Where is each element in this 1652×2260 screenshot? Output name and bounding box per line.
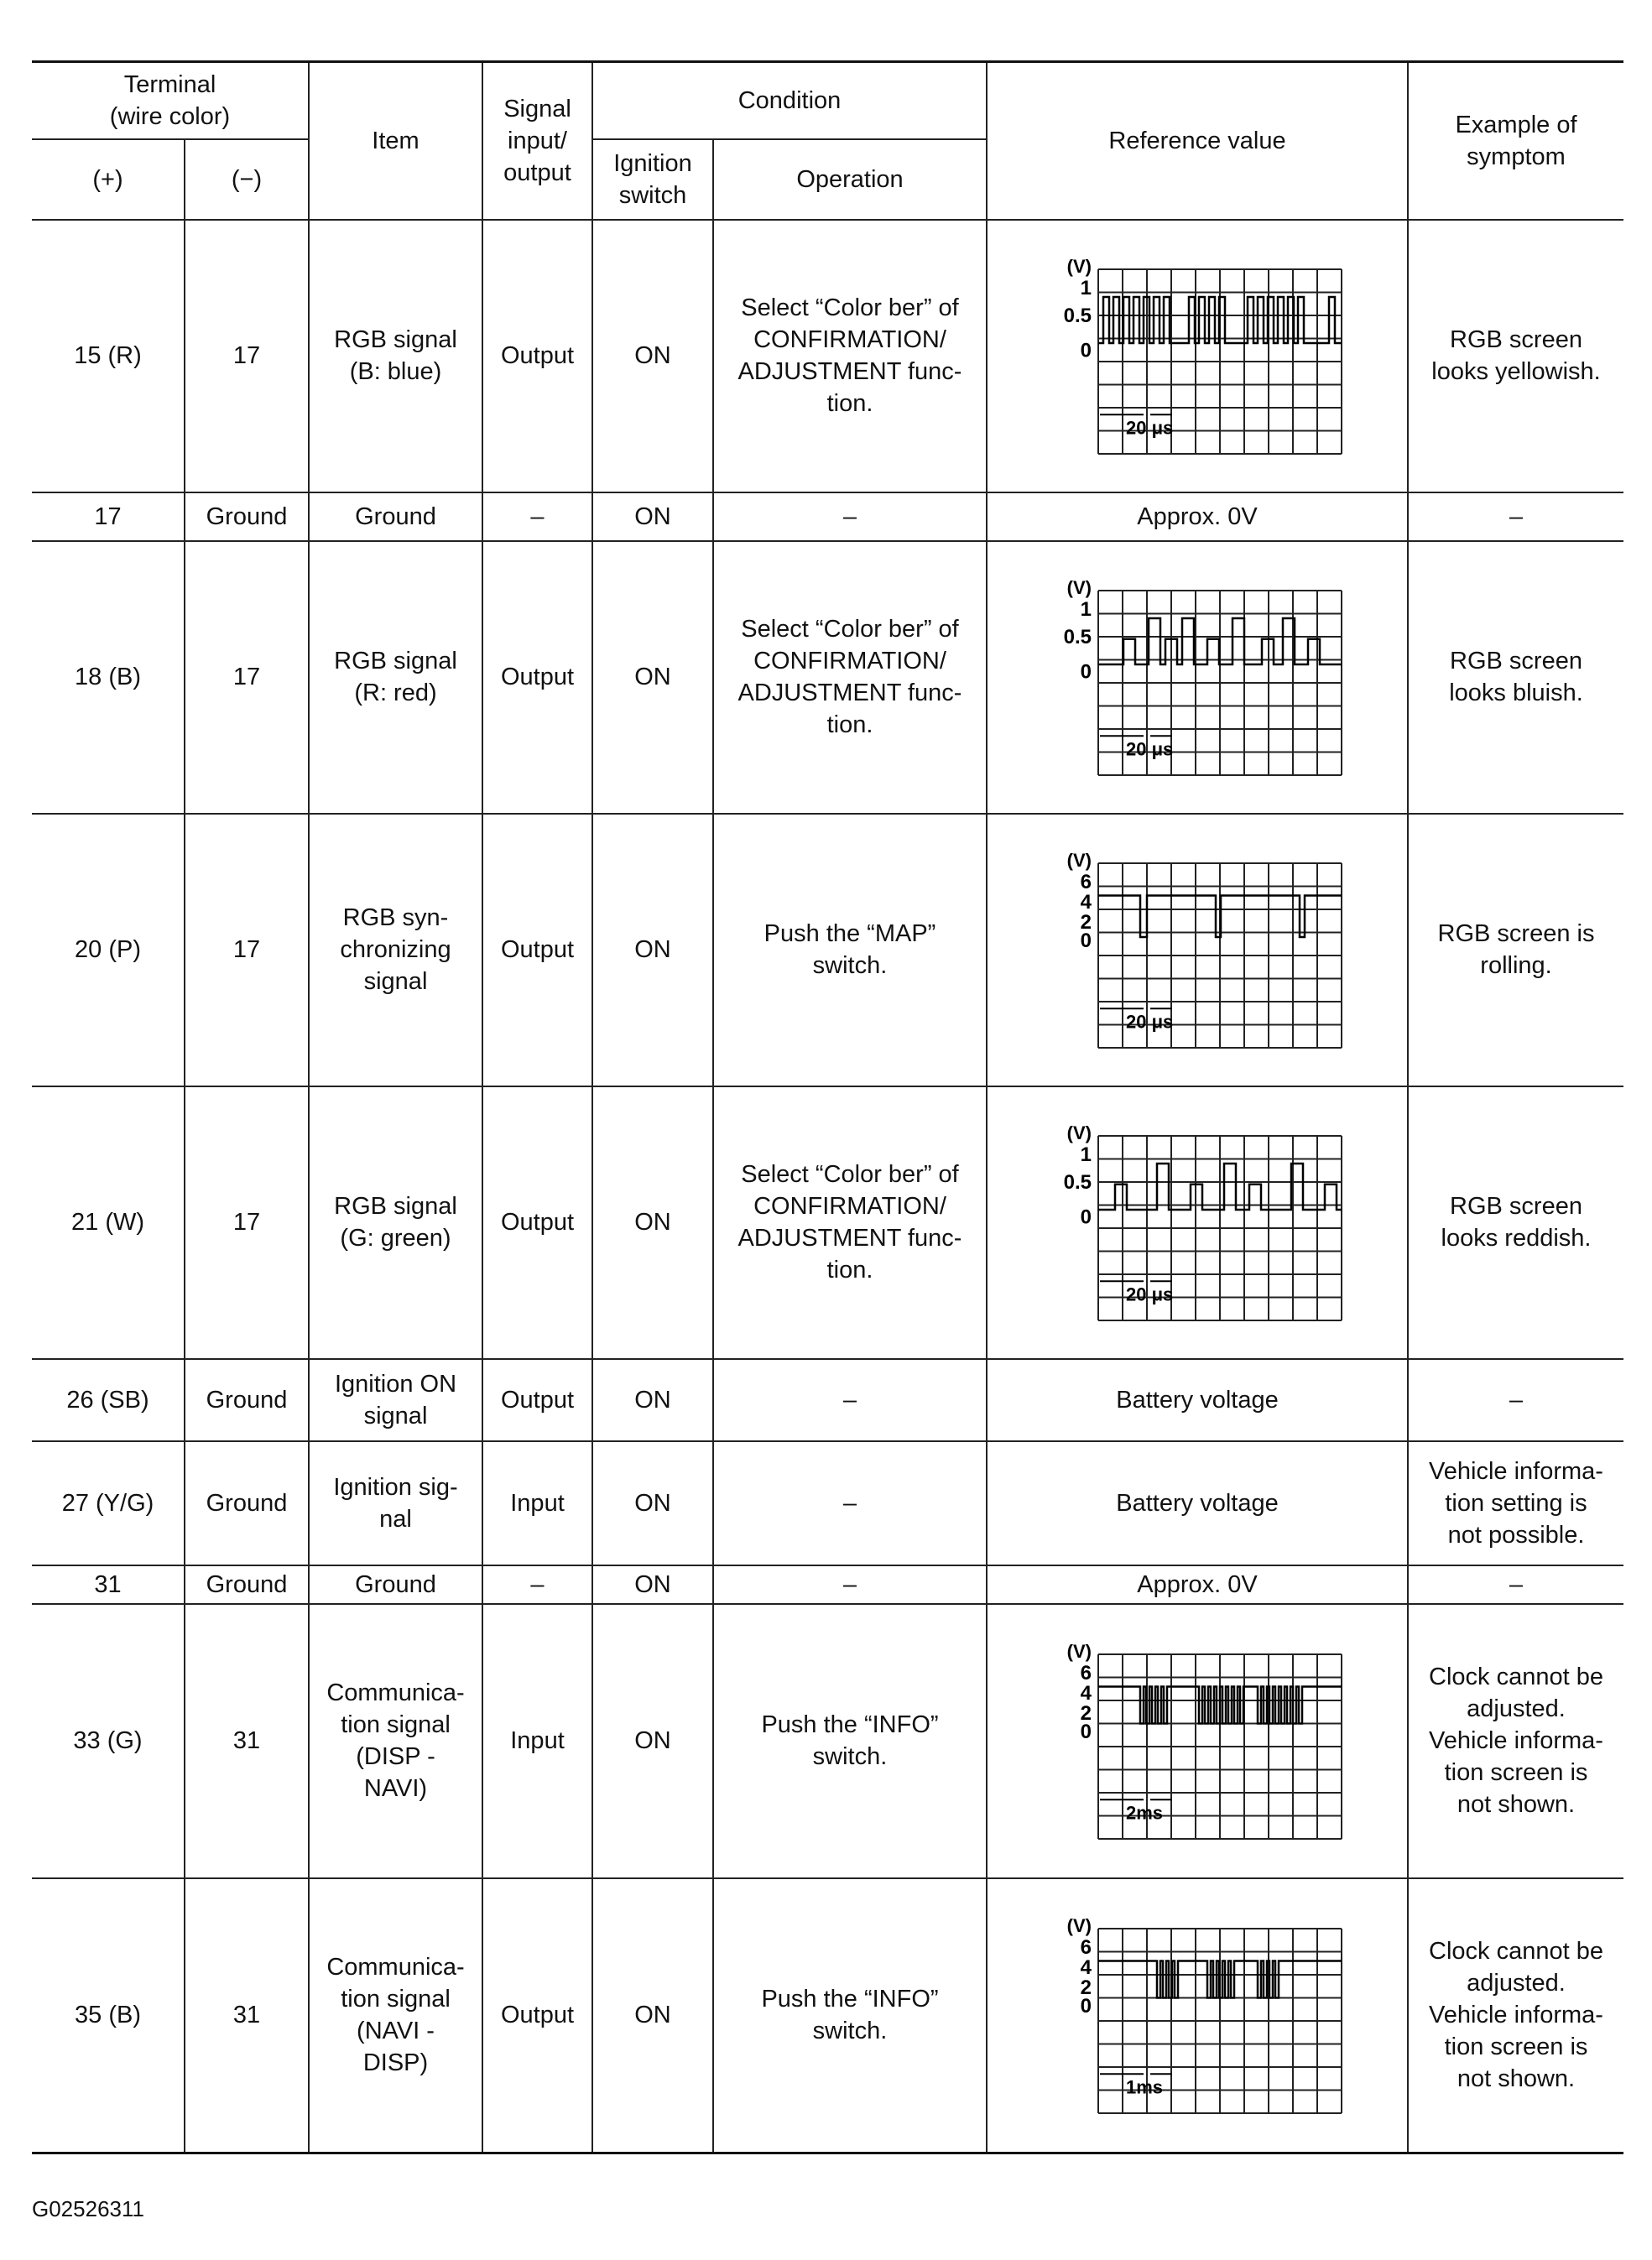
terminal-plus-cell: 35 (B) bbox=[32, 1878, 185, 2153]
operation-cell: Select “Color ber” of CONFIRMATION/ ADJUSTMENT func- tion. bbox=[713, 220, 987, 492]
ignition-cell: ON bbox=[592, 1604, 713, 1878]
signal-io-cell: Output bbox=[482, 220, 592, 492]
operation-cell: Select “Color ber” of CONFIRMATION/ ADJUSTMENT func- tion. bbox=[713, 1086, 987, 1359]
table-row bbox=[32, 220, 1623, 492]
header-condition: Condition bbox=[592, 62, 987, 139]
ignition-cell: ON bbox=[592, 492, 713, 541]
scope-y-label: 0 bbox=[1080, 660, 1092, 684]
reference-cell bbox=[987, 220, 1408, 492]
terminal-minus-cell: Ground bbox=[185, 1565, 309, 1604]
terminal-minus-cell: Ground bbox=[185, 1441, 309, 1565]
reference-cell: Battery voltage bbox=[987, 1441, 1408, 1565]
header-ignition: Ignition switch bbox=[592, 139, 713, 220]
terminal-minus-cell: 31 bbox=[185, 1878, 309, 2153]
ignition-cell: ON bbox=[592, 220, 713, 492]
oscilloscope-waveform bbox=[1046, 567, 1348, 787]
table-row bbox=[32, 1359, 1623, 1441]
symptom-cell: RGB screen looks yellowish. bbox=[1408, 220, 1623, 492]
terminal-minus-cell: 17 bbox=[185, 220, 309, 492]
scope-y-label: 0 bbox=[1080, 1206, 1092, 1229]
terminal-plus-cell: 18 (B) bbox=[32, 541, 185, 814]
signal-io-cell: Input bbox=[482, 1441, 592, 1565]
reference-cell bbox=[987, 541, 1408, 814]
ignition-cell: ON bbox=[592, 814, 713, 1086]
symptom-cell: RGB screen looks reddish. bbox=[1408, 1086, 1623, 1359]
scope-y-label: 6 bbox=[1080, 871, 1092, 893]
header-plus: (+) bbox=[32, 139, 185, 220]
operation-cell: Select “Color ber” of CONFIRMATION/ ADJUSTMENT func- tion. bbox=[713, 541, 987, 814]
figure-code: G02526311 bbox=[32, 2196, 144, 2221]
terminal-plus-cell: 17 bbox=[32, 492, 185, 541]
table-row bbox=[32, 1086, 1623, 1359]
item-cell: Communica- tion signal (DISP - NAVI) bbox=[309, 1604, 482, 1878]
terminal-minus-cell: Ground bbox=[185, 492, 309, 541]
time-base-label: 20 μs bbox=[1126, 417, 1174, 439]
item-cell: RGB signal (R: red) bbox=[309, 541, 482, 814]
scope-y-label: 0.5 bbox=[1063, 626, 1092, 648]
scope-y-label: 1 bbox=[1080, 277, 1092, 299]
item-cell: Ignition sig- nal bbox=[309, 1441, 482, 1565]
scope-y-label: 6 bbox=[1080, 1936, 1092, 1960]
scope-y-label: 2 bbox=[1080, 911, 1092, 934]
time-base-label: 1ms bbox=[1126, 2076, 1164, 2098]
scope-trace bbox=[1098, 1687, 1342, 1724]
signal-io-cell: Output bbox=[482, 1878, 592, 2153]
signal-io-cell: Output bbox=[482, 541, 592, 814]
ignition-cell: ON bbox=[592, 1441, 713, 1565]
terminal-plus-cell: 31 bbox=[32, 1565, 185, 1604]
scope-y-label: 2 bbox=[1080, 1702, 1092, 1725]
terminal-minus-cell: 31 bbox=[185, 1604, 309, 1878]
terminal-minus-cell: 17 bbox=[185, 1086, 309, 1359]
ignition-cell: ON bbox=[592, 1565, 713, 1604]
terminal-plus-cell: 21 (W) bbox=[32, 1086, 185, 1359]
symptom-cell: Vehicle informa- tion setting is not possible. bbox=[1408, 1441, 1623, 1565]
operation-cell: – bbox=[713, 1359, 987, 1441]
terminal-plus-cell: 33 (G) bbox=[32, 1604, 185, 1878]
ignition-cell: ON bbox=[592, 541, 713, 814]
reference-cell: Approx. 0V bbox=[987, 492, 1408, 541]
scope-y-label: 2 bbox=[1080, 1976, 1092, 2000]
table-body bbox=[32, 220, 1623, 2153]
table-row bbox=[32, 1441, 1623, 1565]
signal-io-cell: – bbox=[482, 1565, 592, 1604]
reference-cell bbox=[987, 814, 1408, 1086]
signal-io-cell: – bbox=[482, 492, 592, 541]
table-row bbox=[32, 492, 1623, 541]
scope-y-label: 0 bbox=[1080, 339, 1092, 362]
reference-cell bbox=[987, 1878, 1408, 2153]
scope-y-label: (V) bbox=[1066, 1641, 1092, 1662]
item-cell: Ground bbox=[309, 1565, 482, 1604]
table-row bbox=[32, 541, 1623, 814]
scope-y-label: 0.5 bbox=[1063, 305, 1092, 327]
scope-y-label: 0 bbox=[1080, 1995, 1092, 2018]
symptom-cell: Clock cannot be adjusted. Vehicle informa- tion screen is not shown. bbox=[1408, 1604, 1623, 1878]
scope-y-label: 4 bbox=[1080, 1956, 1092, 1980]
time-base-label: 20 μs bbox=[1126, 1011, 1174, 1033]
scope-y-label: (V) bbox=[1066, 1915, 1092, 1937]
header-minus: (−) bbox=[185, 139, 309, 220]
scope-y-label: 1 bbox=[1080, 1143, 1092, 1166]
terminal-reference-table bbox=[32, 60, 1623, 2154]
operation-cell: Push the “MAP” switch. bbox=[713, 814, 987, 1086]
terminal-plus-cell: 26 (SB) bbox=[32, 1359, 185, 1441]
scope-y-label: (V) bbox=[1066, 256, 1092, 277]
ignition-cell: ON bbox=[592, 1086, 713, 1359]
connector-terminal-table bbox=[32, 60, 1623, 2154]
item-cell: Ignition ON signal bbox=[309, 1359, 482, 1441]
item-cell: RGB signal (G: green) bbox=[309, 1086, 482, 1359]
table-row bbox=[32, 1604, 1623, 1878]
table-row bbox=[32, 1878, 1623, 2153]
item-cell: RGB signal (B: blue) bbox=[309, 220, 482, 492]
oscilloscope-waveform bbox=[1046, 246, 1348, 466]
time-base-label: 20 μs bbox=[1126, 1284, 1174, 1305]
header-symptom: Example of symptom bbox=[1408, 62, 1623, 220]
time-base-label: 2ms bbox=[1126, 1802, 1164, 1824]
symptom-cell: – bbox=[1408, 1565, 1623, 1604]
symptom-cell: – bbox=[1408, 1359, 1623, 1441]
scope-y-label: 4 bbox=[1080, 891, 1092, 914]
symptom-cell: Clock cannot be adjusted. Vehicle informa- tion screen is not shown. bbox=[1408, 1878, 1623, 2153]
terminal-minus-cell: 17 bbox=[185, 814, 309, 1086]
item-cell: RGB syn- chronizing signal bbox=[309, 814, 482, 1086]
scope-y-label: (V) bbox=[1066, 577, 1092, 598]
terminal-plus-cell: 15 (R) bbox=[32, 220, 185, 492]
operation-cell: – bbox=[713, 1565, 987, 1604]
header-operation: Operation bbox=[713, 139, 987, 220]
scope-trace bbox=[1098, 1961, 1342, 1998]
operation-cell: – bbox=[713, 1441, 987, 1565]
oscilloscope-waveform bbox=[1046, 840, 1348, 1060]
ignition-cell: ON bbox=[592, 1359, 713, 1441]
signal-io-cell: Output bbox=[482, 814, 592, 1086]
terminal-plus-cell: 20 (P) bbox=[32, 814, 185, 1086]
operation-cell: Push the “INFO” switch. bbox=[713, 1878, 987, 2153]
ignition-cell: ON bbox=[592, 1878, 713, 2153]
scope-trace bbox=[1098, 896, 1342, 938]
signal-io-cell: Output bbox=[482, 1086, 592, 1359]
reference-cell: Battery voltage bbox=[987, 1359, 1408, 1441]
terminal-minus-cell: Ground bbox=[185, 1359, 309, 1441]
scope-y-label: (V) bbox=[1066, 1122, 1092, 1143]
scope-y-label: 6 bbox=[1080, 1662, 1092, 1685]
signal-io-cell: Input bbox=[482, 1604, 592, 1878]
time-base-label: 20 μs bbox=[1126, 738, 1174, 760]
header-terminal: Terminal (wire color) bbox=[32, 62, 309, 139]
reference-cell: Approx. 0V bbox=[987, 1565, 1408, 1604]
header-reference: Reference value bbox=[987, 62, 1408, 220]
item-cell: Communica- tion signal (NAVI - DISP) bbox=[309, 1878, 482, 2153]
scope-y-label: 0.5 bbox=[1063, 1171, 1092, 1194]
oscilloscope-waveform bbox=[1046, 1631, 1348, 1851]
oscilloscope-waveform bbox=[1046, 1905, 1348, 2125]
scope-y-label: 1 bbox=[1080, 598, 1092, 621]
item-cell: Ground bbox=[309, 492, 482, 541]
terminal-minus-cell: 17 bbox=[185, 541, 309, 814]
scope-y-label: 0 bbox=[1080, 1721, 1092, 1743]
reference-cell bbox=[987, 1604, 1408, 1878]
signal-io-cell: Output bbox=[482, 1359, 592, 1441]
scope-y-label: (V) bbox=[1066, 850, 1092, 871]
table-row bbox=[32, 814, 1623, 1086]
symptom-cell: – bbox=[1408, 492, 1623, 541]
header-signal-io: Signal input/ output bbox=[482, 62, 592, 220]
reference-cell bbox=[987, 1086, 1408, 1359]
operation-cell: Push the “INFO” switch. bbox=[713, 1604, 987, 1878]
header-item: Item bbox=[309, 62, 482, 220]
oscilloscope-waveform bbox=[1046, 1112, 1348, 1332]
symptom-cell: RGB screen is rolling. bbox=[1408, 814, 1623, 1086]
scope-y-label: 0 bbox=[1080, 930, 1092, 952]
scope-trace bbox=[1098, 297, 1342, 343]
terminal-plus-cell: 27 (Y/G) bbox=[32, 1441, 185, 1565]
table-row bbox=[32, 1565, 1623, 1604]
operation-cell: – bbox=[713, 492, 987, 541]
scope-y-label: 4 bbox=[1080, 1682, 1092, 1705]
symptom-cell: RGB screen looks bluish. bbox=[1408, 541, 1623, 814]
